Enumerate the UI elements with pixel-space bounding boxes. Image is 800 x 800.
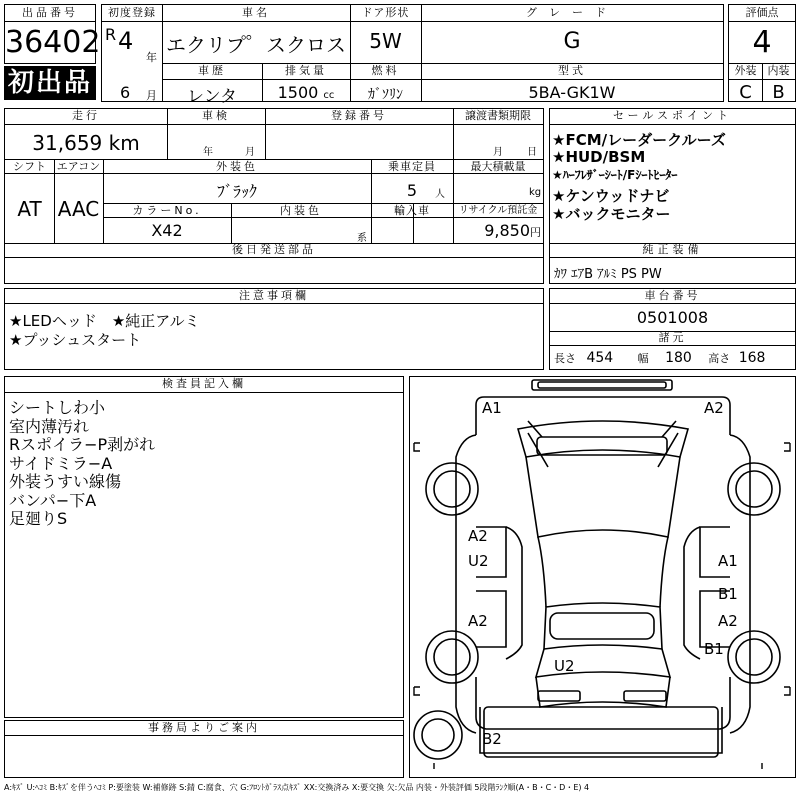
notes-line: ★プッシュスタート [9,331,142,349]
year-unit: 年 [146,51,157,64]
exterior-label: 外装 [734,64,757,77]
sales-point: ★FCM/レーダークルーズ [552,131,726,149]
mark-a2-front-right: A2 [704,399,724,417]
mark-a2-right-rear: A2 [718,612,738,630]
height-label: 高さ [708,352,731,365]
intcolor-label: 内装色 [280,204,322,217]
legend-footer: A:ｷｽﾞ U:ﾍｺﾐ B:ｷｽﾞを伴うﾍｺﾐ P:要塗装 W:補修跡 S:錆 C:腐食、穴 G:ﾌﾛﾝﾄｶﾞﾗｽ点ｷｽﾞ XX:交換済み X:要交換 欠:欠品 内装・外装評価 5段階ﾗﾝｸ順(A・B・C・D・E) 4 [4,783,590,792]
mark-u2-roof: U2 [554,657,575,675]
mileage-number: 31,659 [32,131,103,155]
yen-unit: 円 [530,226,541,239]
equipment-label: 純正装備 [642,243,703,256]
name-label: 車名 [242,6,270,19]
shift-label: シフト [13,160,46,173]
inspector-line: サイドミラ−A [9,453,113,473]
sales-point: ★バックモニター [552,205,671,223]
reg-year: 4 [118,27,134,55]
header-table [101,4,724,107]
ac-label: エアコン [56,160,101,173]
chassis-number: 0501008 [636,308,709,327]
import-label: 輸入車 [394,204,430,217]
inspector-box [4,376,404,718]
inspector-line: シートしわ小 [9,398,106,417]
intcolor-unit: 系 [357,233,367,244]
transfer-month-unit: 月 [493,147,503,158]
recycle-label: リサイクル預託金 [458,205,538,216]
ac-value: AAC [57,197,100,221]
history-label: 車歴 [198,64,226,77]
load-label: 最大積載量 [470,160,526,173]
damage-diagram [409,376,796,778]
colorno-value: X42 [151,221,183,240]
door-label: ドア形状 [361,6,410,19]
chassis-box [549,288,796,370]
transfer-day-unit: 日 [527,147,537,158]
sales-points-list [552,129,726,222]
recycle-value [453,221,543,240]
history-value: レンタ [187,87,237,107]
lot-label: 出品番号 [22,6,78,19]
displacement-value [262,83,350,102]
delivery-label: 後日発送部品 [232,243,316,256]
displacement-label: 排気量 [285,64,327,77]
lot-number: 36402 [5,25,101,60]
first-listing-badge [4,66,96,100]
sales-points-box [549,108,796,284]
displacement-number: 1500 [277,83,319,102]
cc-unit: cc [323,90,335,101]
inspector-list [9,395,156,528]
sales-point: ★ﾊｰﾌﾚｻﾞｰｼｰﾄ/Fｼｰﾄﾋｰﾀｰ [552,168,678,182]
chassis-label: 車台番号 [644,289,701,302]
mileage-label: 走行 [72,109,100,122]
inspector-line: 室内薄汚れ [9,416,90,436]
sales-point: ★ケンウッドナビ [552,186,670,205]
lot-number-cell [4,4,101,64]
sales-point: ★HUD/BSM [552,147,646,166]
inspection-label: 車検 [202,109,230,122]
mark-b1-right-door: B1 [718,585,738,603]
dims-row [554,350,794,366]
model-value: 5BA-GK1W [528,83,616,102]
color-label: 外装色 [216,160,258,173]
notes-box [4,288,544,370]
inspector-line: 外装うすい線傷 [9,472,122,491]
mark-a1-front-left: A1 [482,399,502,417]
car-name: エクリプ゜スクロス [166,33,346,57]
color-value: ﾌﾞﾗｯｸ [216,182,257,201]
mark-b2-rear-bumper: B2 [482,730,502,748]
regno-label: 登録番号 [331,109,387,122]
recycle-amount: 9,850 [484,221,530,240]
mark-a1-right-door: A1 [718,552,738,570]
seats-value: 5 [406,181,418,200]
km-unit: km [108,131,140,155]
month-unit: 月 [146,89,157,102]
shift-value: AT [17,197,42,221]
colorno-label: カラーNo. [132,204,202,217]
inspector-line: バンパ−下A [9,490,97,510]
reg-label: 初度登録 [108,6,156,19]
load-unit: kg [529,187,542,198]
inspection-year-unit: 年 [203,147,213,158]
office-label: 事務局よりご案内 [148,721,260,734]
transfer-label: 譲渡書類期限 [465,109,531,122]
seats-unit: 人 [435,189,445,200]
score-value: 4 [752,25,772,60]
inspector-line: 足廻りS [9,509,68,528]
reg-era: R [105,25,117,44]
exterior-value: C [739,82,752,103]
seats-label: 乗車定員 [388,160,436,173]
grade-label: グレード [526,6,618,19]
interior-value: B [772,82,785,103]
mark-a2-left-door: A2 [468,527,488,545]
score-cell [728,4,796,102]
fuel-label: 燃料 [371,64,400,77]
notes-line: ★LEDヘッド ★純正アルミ [9,312,200,330]
grade-value: G [563,29,581,54]
height-value: 168 [738,350,766,366]
mark-b1-right-wheel: B1 [704,640,724,658]
mark-u2-left-door: U2 [468,552,489,570]
car-outline [410,377,795,777]
notes-label: 注意事項欄 [239,289,309,302]
length-label: 長さ [554,352,576,365]
length-value: 454 [586,350,614,366]
mark-a2-left-rear: A2 [468,612,488,630]
model-label: 型式 [558,64,586,77]
dims-label: 諸元 [658,331,687,344]
interior-label: 内装 [767,64,790,77]
inspection-month-unit: 月 [245,147,255,158]
width-value: 180 [665,350,692,366]
sales-label: セールスポイント [612,109,732,122]
office-box [4,720,404,778]
first-listing-label: 初出品 [7,68,92,98]
equipment-value: ｶﾜ ｴｱB ｱﾙﾐ PS PW [554,267,662,282]
mileage-value [5,131,167,155]
door-value: 5W [369,29,402,53]
inspector-line: Rスポイラ−P剥がれ [9,435,156,454]
width-label: 幅 [637,352,649,365]
fuel-value: ｶﾞｿﾘﾝ [368,87,403,103]
details-table [4,108,544,284]
reg-month: 6 [120,83,131,102]
score-label: 評価点 [745,6,779,19]
inspector-label: 検査員記入欄 [162,377,246,390]
